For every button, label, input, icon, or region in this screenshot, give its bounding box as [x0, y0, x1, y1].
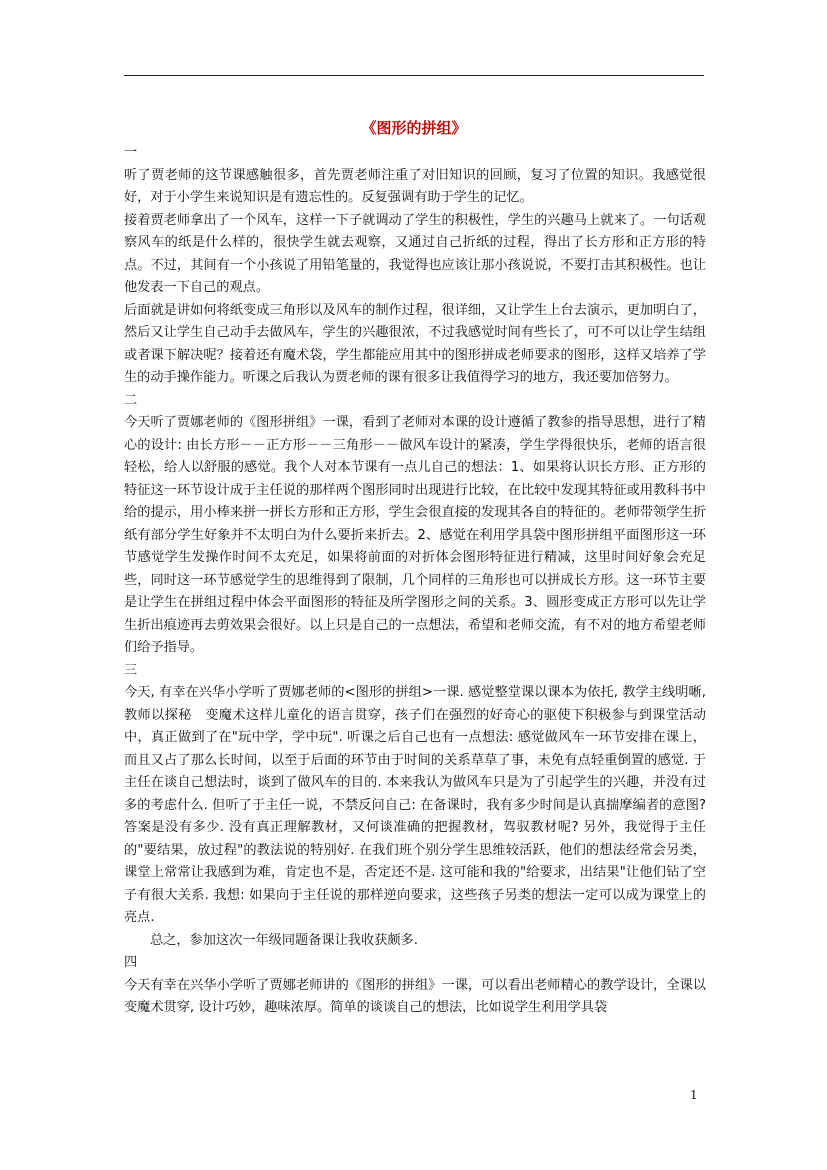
paragraph: 总之，参加这次一年级同题备课让我收获颇多.: [150, 932, 418, 948]
section-heading: 三: [124, 662, 138, 678]
header-rule: [124, 75, 704, 76]
paragraph: 今天有幸在兴华小学听了贾娜老师讲的《图形的拼组》一课，可以看出老师精心的教学设计，全课以变魔术贯穿, 设计巧妙，趣味浓厚。简单的谈谈自己的想法，比如说学生利用学具袋: [124, 977, 706, 1015]
page-number: 1: [690, 1088, 698, 1102]
section-heading: 四: [124, 955, 138, 970]
paragraph: 后面就是讲如何将纸变成三角形以及风车的制作过程，很详细，又让学生上台去演示，更加明白了，然后又让学生自己动手去做风车，学生的兴趣很浓，不过我感觉时间有些长了，可不可以让学生结组或者课下解决呢？接着还有魔术袋，学生都能应用其中的图形拼成老师要求的图形，这样又培养了学生的动手操作能力。听课之后我认为贾老师的课有很多让我值得学习的地方，我还要加倍努力。: [124, 302, 706, 385]
section-heading: 一: [124, 145, 138, 160]
section-heading: 二: [124, 392, 138, 408]
paragraph: 今天听了贾娜老师的《图形拼组》一课，看到了老师对本课的设计遵循了教参的指导思想，进行了精心的设计: 由长方形－－正方形－－三角形－－做风车设计的紧凑，学生学得很快乐，老师的语言很轻松，给人以舒服的感觉。我个人对本节课有一点儿自己的想法：1、如果将认识长方形、正方形的特征这一环节设计成于主任说的那样两个图形同时出现进行比较，在比较中发现其特征或用教科书中给的提示，用小棒来拼一拼长方形和正方形，学生会很直接的发现其各自的特征的。老师带领学生折纸有部分学生好象并不太明白为什么要折来折去。2、感觉在利用学具袋中图形拼组平面图形这一环节感觉学生发操作时间不太充足，如果将前面的对折体会图形特征进行精减，这里时间好象会充足些，同时这一环节感觉学生的思维得到了限制，几个同样的三角形也可以拼成长方形。这一环节主要是让学生在拼组过程中体会平面图形的特征及所学图形之间的关系。3、圆形变成正方形可以先让学生折出痕迹再去剪效果会很好。以上只是自己的一点想法，希望和老师交流，有不对的地方希望老师们给予指导。: [124, 415, 706, 655]
paragraph: 今天, 有幸在兴华小学听了贾娜老师的<图形的拼组>一课. 感觉整堂课以课本为依托, 教学主线明晰, 教师以探秘 变魔术这样儿童化的语言贯穿，孩子们在强烈的好奇心的驱使下积极参与到课堂活动中，真正做到了在"玩中学，学中玩". 听课之后自己也有一点想法: 感觉做风车一环节安排在课上，而且又占了那么长时间，以至于后面的环节由于时间的关系草草了事，未免有点轻重倒置的感觉. 于主任在谈自己想法时，谈到了做风车的目的. 本来我认为做风车只是为了引起学生的兴趣，并没有过多的考虑什么. 但听了于主任一说，不禁反问自己: 在备课时，我有多少时间是认真揣摩编者的意图? 答案是没有多少. 没有真正理解教材，又何谈准确的把握教材，驾驭教材呢? 另外，我觉得于主任的"要结果，放过程"的教法说的特别好. 在我们班个别分学生思维较活跃，他们的想法经常会另类，课堂上常常让我感到为难，肯定也不是，否定还不是. 这可能和我的"给要求，出结果"让他们钻了空子有很大关系. 我想: 如果向于主任说的那样逆向要求，这些孩子另类的想法一定可以成为课堂上的亮点.: [124, 685, 706, 925]
document-title: 《图形的拼组》: [361, 119, 467, 137]
document-body: [124, 142, 706, 1020]
paragraph: 听了贾老师的这节课感触很多，首先贾老师注重了对旧知识的回顾，复习了位置的知识。我感觉很好，对于小学生来说知识是有遗忘性的。反复强调有助于学生的记忆。: [124, 167, 706, 205]
paragraph: 接着贾老师拿出了一个风车，这样一下子就调动了学生的积极性，学生的兴趣马上就来了。一句话观察风车的纸是什么样的，很快学生就去观察，又通过自己折纸的过程，得出了长方形和正方形的特点。不过，其间有一个小孩说了用铅笔量的，我觉得也应该让那小孩说说，不要打击其积极性。也让他发表一下自己的观点。: [124, 212, 706, 295]
